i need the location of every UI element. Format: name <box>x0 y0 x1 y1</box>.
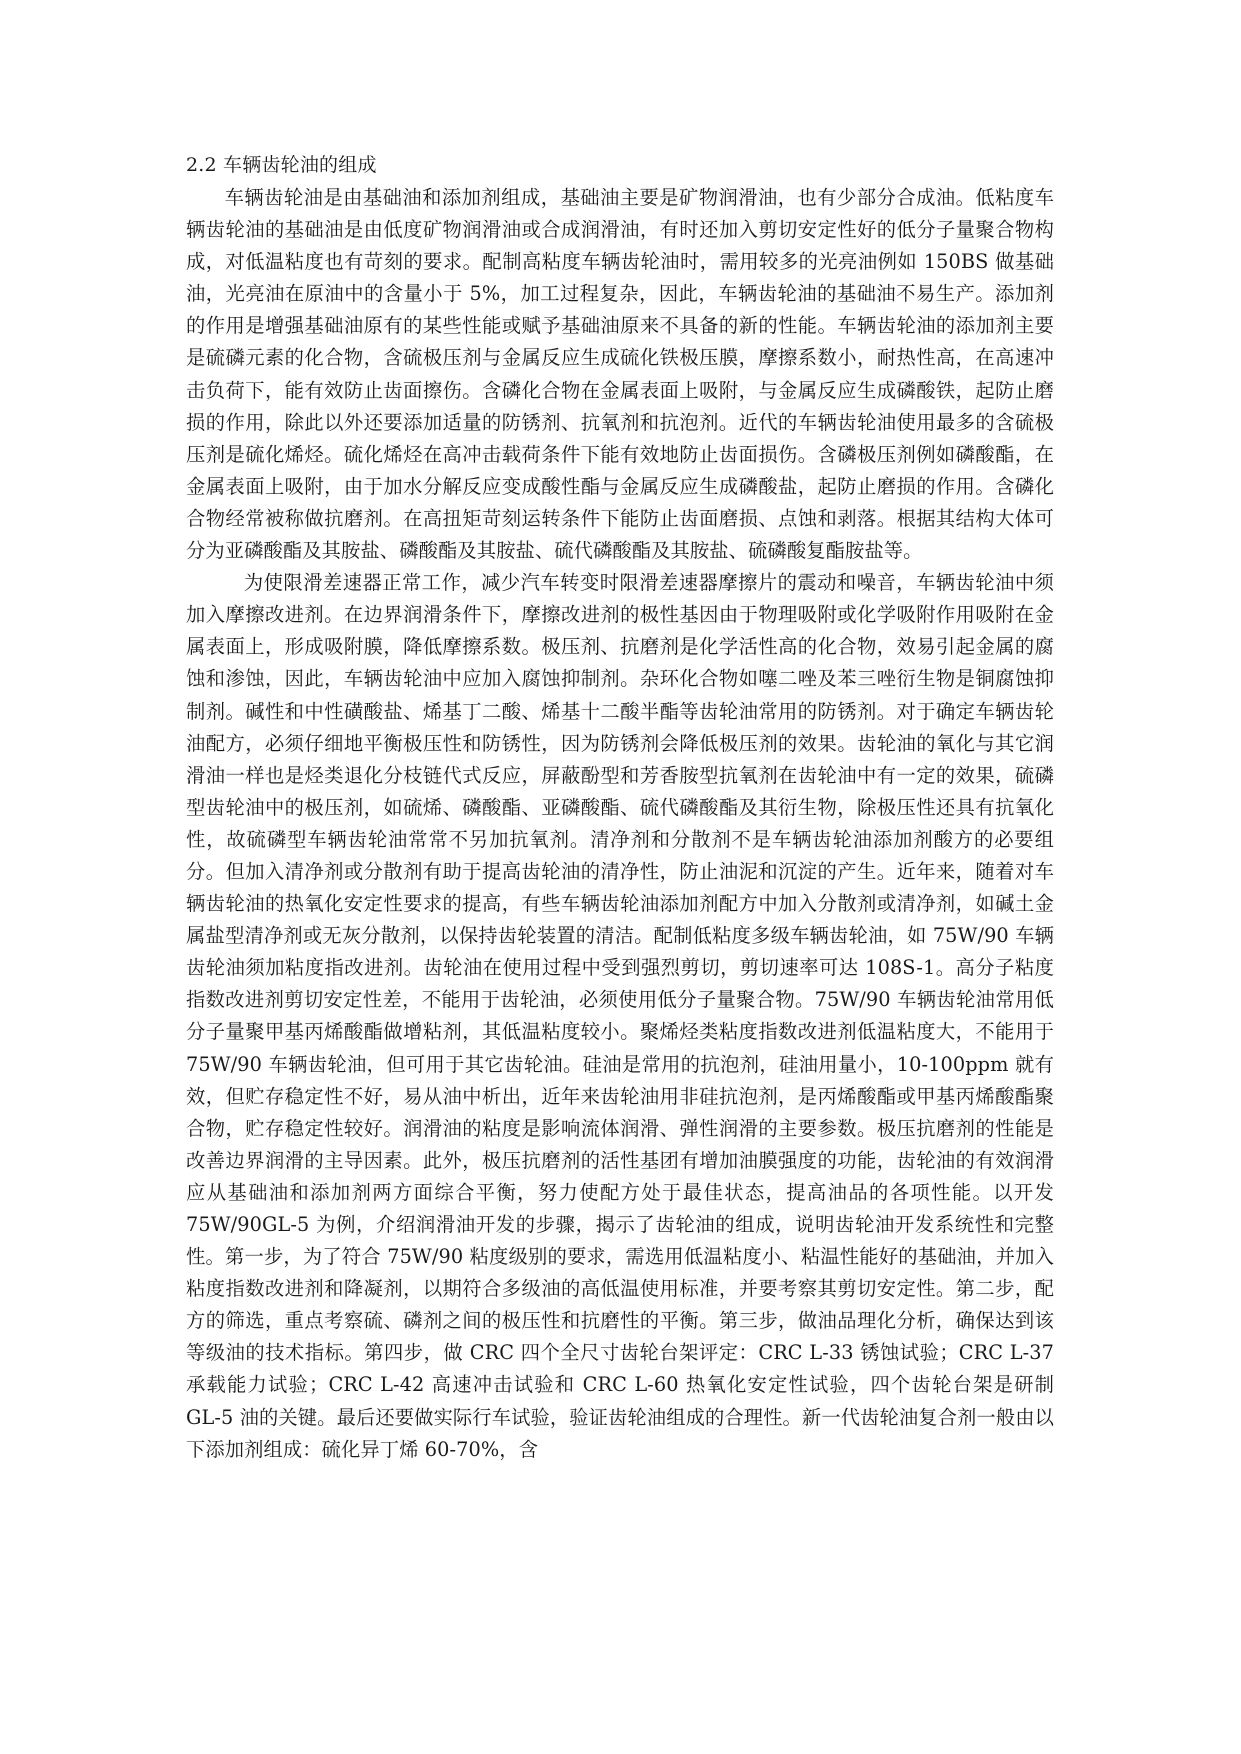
document-page <box>186 150 1054 1466</box>
paragraph-friction-modifiers-formulation: 为使限滑差速器正常工作，减少汽车转变时限滑差速器摩擦片的震动和噪音，车辆齿轮油中须加入摩擦改进剂。在边界润滑条件下，摩擦改进剂的极性基因由于物理吸附或化学吸附作用吸附在金属表面上，形成吸附膜，降低摩擦系数。极压剂、抗磨剂是化学活性高的化合物，效易引起金属的腐蚀和渗蚀，因此，车辆齿轮油中应加入腐蚀抑制剂。杂环化合物如噻二唑及苯三唑衍生物是铜腐蚀抑制剂。碱性和中性磺酸盐、烯基丁二酸、烯基十二酸半酯等齿轮油常用的防锈剂。对于确定车辆齿轮油配方，必须仔细地平衡极压性和防锈性，因为防锈剂会降低极压剂的效果。齿轮油的氧化与其它润滑油一样也是烃类退化分枝链代式反应，屏蔽酚型和芳香胺型抗氧剂在齿轮油中有一定的效果，硫磷型齿轮油中的极压剂，如硫烯、磷酸酯、亚磷酸酯、硫代磷酸酯及其衍生物，除极压性还具有抗氧化性，故硫磷型车辆齿轮油常常不另加抗氧剂。清净剂和分散剂不是车辆齿轮油添加剂酸方的必要组分。但加入清净剂或分散剂有助于提高齿轮油的清净性，防止油泥和沉淀的产生。近年来，随着对车辆齿轮油的热氧化安定性要求的提高，有些车辆齿轮油添加剂配方中加入分散剂或清净剂，如碱土金属盐型清净剂或无灰分散剂，以保持齿轮装置的清洁。配制低粘度多级车辆齿轮油，如 75W/90 车辆齿轮油须加粘度指改进剂。齿轮油在使用过程中受到强烈剪切，剪切速率可达 108S-1。高分子粘度指数改进剂剪切安定性差，不能用于齿轮油，必须使用低分子量聚合物。75W/90 车辆齿轮油常用低分子量聚甲基丙烯酸酯做增粘剂，其低温粘度较小。聚烯烃类粘度指数改进剂低温粘度大，不能用于 75W/90 车辆齿轮油，但可用于其它齿轮油。硅油是常用的抗泡剂，硅油用量小，10-100ppm 就有效，但贮存稳定性不好，易从油中析出，近年来齿轮油用非硅抗泡剂，是丙烯酸酯或甲基丙烯酸酯聚合物，贮存稳定性较好。润滑油的粘度是影响流体润滑、弹性润滑的主要参数。极压抗磨剂的性能是改善边界润滑的主导因素。此外，极压抗磨剂的活性基团有增加油膜强度的功能，齿轮油的有效润滑应从基础油和添加剂两方面综合平衡，努力使配方处于最佳状态，提高油品的各项性能。以开发 75W/90GL-5 为例，介绍润滑油开发的步骤，揭示了齿轮油的组成，说明齿轮油开发系统性和完整性。第一步，为了符合 75W/90 粘度级别的要求，需选用低温粘度小、粘温性能好的基础油，并加入粘度指数改进剂和降凝剂，以期符合多级油的高低温使用标准，并要考察其剪切安定性。第二步，配方的筛选，重点考察硫、磷剂之间的极压性和抗磨性的平衡。第三步，做油品理化分析，确保达到该等级油的技术指标。第四步，做 CRC 四个全尺寸齿轮台架评定：CRC L-33 锈蚀试验；CRC L-37 承载能力试验；CRC L-42 高速冲击试验和 CRC L-60 热氧化安定性试验，四个齿轮台架是研制 GL-5 油的关键。最后还要做实际行车试验，验证齿轮油组成的合理性。新一代齿轮油复合剂一般由以下添加剂组成：硫化异丁烯 60-70%，含 <box>186 571 1054 1461</box>
paragraph-composition-base-oil-additives: 车辆齿轮油是由基础油和添加剂组成，基础油主要是矿物润滑油，也有少部分合成油。低粘度车辆齿轮油的基础油是由低度矿物润滑油或合成润滑油，有时还加入剪切安定性好的低分子量聚合物构成，对低温粘度也有苛刻的要求。配制高粘度车辆齿轮油时，需用较多的光亮油例如 150BS 做基础油，光亮油在原油中的含量小于 5%，加工过程复杂，因此，车辆齿轮油的基础油不易生产。添加剂的作用是增强基础油原有的某些性能或赋予基础油原来不具备的新的性能。车辆齿轮油的添加剂主要是硫磷元素的化合物，含硫极压剂与金属反应生成硫化铁极压膜，摩擦系数小，耐热性高，在高速冲击负荷下，能有效防止齿面擦伤。含磷化合物在金属表面上吸附，与金属反应生成磷酸铁，起防止磨损的作用，除此以外还要添加适量的防锈剂、抗氧剂和抗泡剂。近代的车辆齿轮油使用最多的含硫极压剂是硫化烯烃。硫化烯烃在高冲击载荷条件下能有效地防止齿面损伤。含磷极压剂例如磷酸酯，在金属表面上吸附，由于加水分解反应变成酸性酯与金属反应生成磷酸盐，起防止磨损的作用。含磷化合物经常被称做抗磨剂。在高扭矩苛刻运转条件下能防止齿面磨损、点蚀和剥落。根据其结构大体可分为亚磷酸酯及其胺盐、磷酸酯及其胺盐、硫代磷酸酯及其胺盐、硫磷酸复酯胺盐等。 <box>186 186 1054 563</box>
section-heading: 2.2 车辆齿轮油的组成 <box>186 154 377 176</box>
